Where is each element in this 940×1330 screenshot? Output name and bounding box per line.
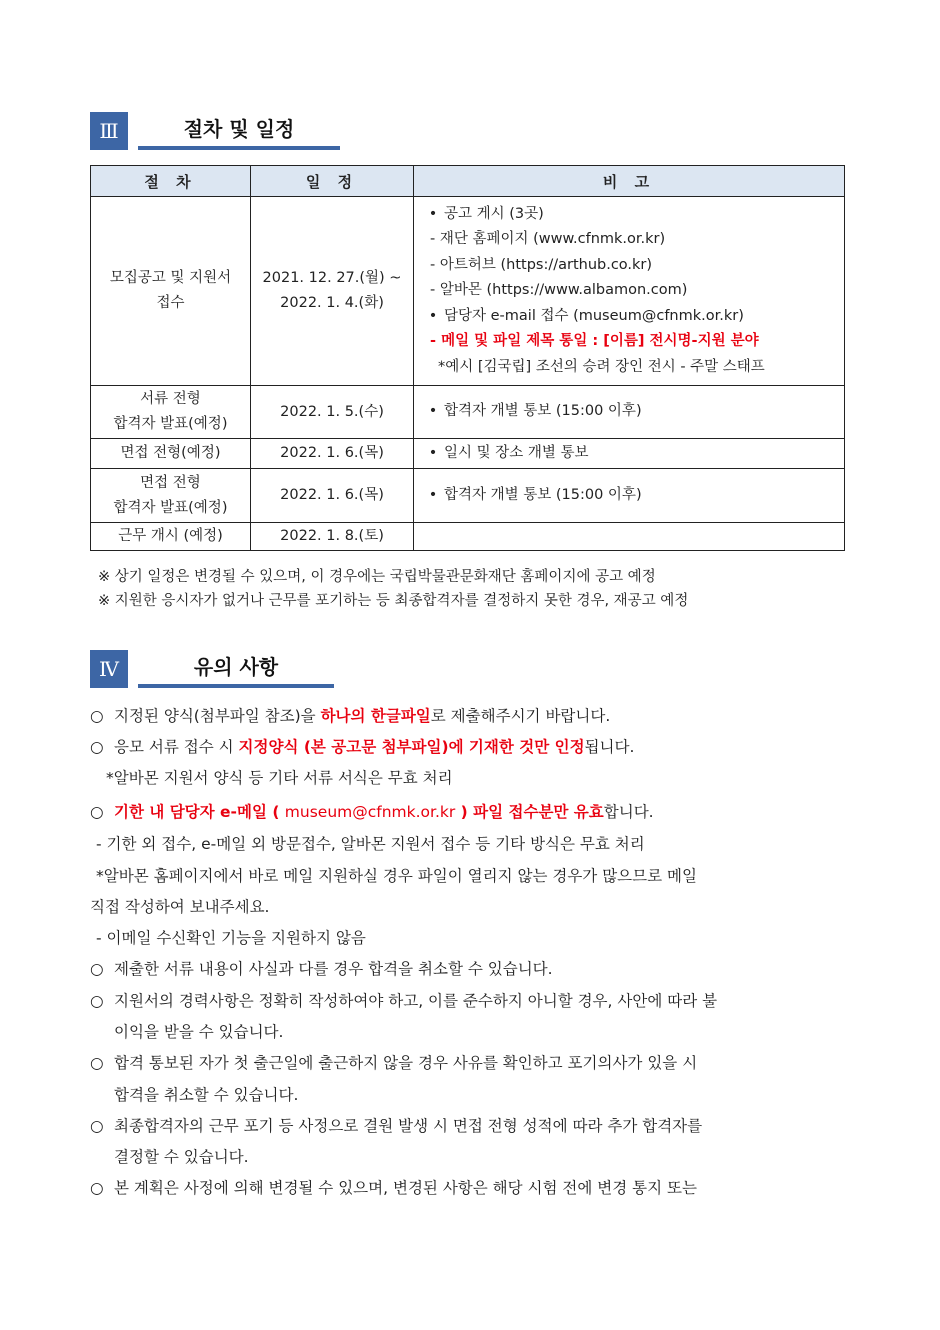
step-cell <box>91 469 251 523</box>
step-text: 접수 <box>156 295 185 311</box>
note-bullet-item: • 합격자 개별 통보 (15:00 이후) <box>428 486 642 503</box>
date-cell: 2022. 1. 6.(목) <box>251 469 414 523</box>
step-text: 면접 전형 <box>140 474 201 491</box>
step-text: 모집공고 및 지원서 <box>109 270 232 286</box>
step-cell: 면접 전형(예정) <box>91 439 251 469</box>
section-number: Ⅳ <box>90 650 128 688</box>
step-text: 서류 전형 <box>140 391 201 407</box>
date-text: 2021. 12. 27.(월) ~ <box>262 270 402 286</box>
note-bullet-item: • 담당자 e-mail 접수 (museum@cfnmk.or.kr) <box>428 307 744 324</box>
notice-item: ○ 합격 통보된 자가 첫 출근일에 출근하지 않을 경우 사유를 확인하고 포기의사가 있을 시 <box>90 1054 698 1072</box>
section-3-heading <box>90 112 340 150</box>
note-bullet-item: • 일시 및 장소 개별 통보 <box>428 444 589 461</box>
notice-subnote: - 이메일 수신확인 기능을 지원하지 않음 <box>96 929 366 947</box>
section-number: Ⅲ <box>90 112 128 150</box>
note-sub-item: - 재단 홈페이지 (www.cfnmk.or.kr) <box>430 231 666 248</box>
date-cell <box>251 197 414 386</box>
step-cell <box>91 386 251 439</box>
table-row <box>91 523 845 551</box>
notice-item: ○ 지정된 양식(첨부파일 참조)을 하나의 한글파일로 제출해주시기 바랍니다. <box>90 707 611 725</box>
notice-item-continued: 결정할 수 있습니다. <box>114 1148 249 1166</box>
notice-subnote: 직접 작성하여 보내주세요. <box>90 898 270 916</box>
step-text: 합격자 발표(예정) <box>113 416 228 432</box>
table-row <box>91 386 845 439</box>
note-cell <box>414 523 845 551</box>
note-bullet-item: • 합격자 개별 통보 (15:00 이후) <box>428 403 642 420</box>
section-4-heading <box>90 650 335 688</box>
note-sub-item: - 아트허브 (https://arthub.co.kr) <box>430 256 653 273</box>
note-cell <box>414 439 845 469</box>
notice-subnote: *알바몬 홈페이지에서 바로 메일 지원하실 경우 파일이 열리지 않는 경우가 많으므로 메일 <box>96 867 697 885</box>
notice-item: ○ 기한 내 담당자 e-메일 ( museum@cfnmk.or.kr ) 파일 접수분만 유효합니다. <box>90 803 654 821</box>
note-sub-item-highlight: - 메일 및 파일 제목 통일 : [이름] 전시명-지원 분야 <box>430 333 759 350</box>
step-cell: 근무 개시 (예정) <box>91 523 251 551</box>
notice-subnote: - 기한 외 접수, e-메일 외 방문접수, 알바몬 지원서 접수 등 기타 방식은 무효 처리 <box>96 835 645 853</box>
notice-item-continued: 이익을 받을 수 있습니다. <box>114 1023 284 1041</box>
date-cell: 2022. 1. 8.(토) <box>251 523 414 551</box>
notice-item-continued: 합격을 취소할 수 있습니다. <box>114 1086 299 1104</box>
schedule-table <box>90 165 845 551</box>
column-header: 비 고 <box>414 166 845 197</box>
note-cell <box>414 197 845 386</box>
notice-item: ○ 본 계획은 사정에 의해 변경될 수 있으며, 변경된 사항은 해당 시험 전에 변경 통지 또는 <box>90 1179 697 1197</box>
note-cell <box>414 469 845 523</box>
column-header: 절 차 <box>91 166 251 197</box>
note-example: *예시 [김국립] 조선의 승려 장인 전시 - 주말 스태프 <box>438 358 765 375</box>
section-title: 유의 사항 <box>138 650 334 688</box>
date-cell: 2022. 1. 5.(수) <box>251 386 414 439</box>
notice-item: ○ 제출한 서류 내용이 사실과 다를 경우 합격을 취소할 수 있습니다. <box>90 960 553 978</box>
schedule-note: ※ 지원한 응시자가 없거나 근무를 포기하는 등 최종합격자를 결정하지 못한 경우, 재공고 예정 <box>98 593 689 609</box>
step-cell <box>91 197 251 386</box>
notice-subnote: *알바몬 지원서 양식 등 기타 서류 서식은 무효 처리 <box>106 769 453 787</box>
step-text: 합격자 발표(예정) <box>113 499 228 516</box>
notice-item: ○ 최종합격자의 근무 포기 등 사정으로 결원 발생 시 면접 전형 성적에 따라 추가 합격자를 <box>90 1117 703 1135</box>
note-bullet-item: • 공고 게시 (3곳) <box>428 205 544 222</box>
table-row <box>91 469 845 523</box>
notice-item: ○ 응모 서류 접수 시 지정양식 (본 공고문 첨부파일)에 기재한 것만 인정됩니다. <box>90 738 635 756</box>
note-cell <box>414 386 845 439</box>
date-cell: 2022. 1. 6.(목) <box>251 439 414 469</box>
table-header-row <box>91 166 845 197</box>
section-title: 절차 및 일정 <box>138 112 340 150</box>
table-row <box>91 439 845 469</box>
note-sub-item: - 알바몬 (https://www.albamon.com) <box>430 282 688 299</box>
column-header: 일 정 <box>251 166 414 197</box>
table-row <box>91 197 845 386</box>
date-text: 2022. 1. 4.(화) <box>280 295 384 311</box>
schedule-note: ※ 상기 일정은 변경될 수 있으며, 이 경우에는 국립박물관문화재단 홈페이지에 공고 예정 <box>98 569 656 585</box>
notice-item: ○ 지원서의 경력사항은 정확히 작성하여야 하고, 이를 준수하지 아니할 경우, 사안에 따라 불 <box>90 992 718 1010</box>
